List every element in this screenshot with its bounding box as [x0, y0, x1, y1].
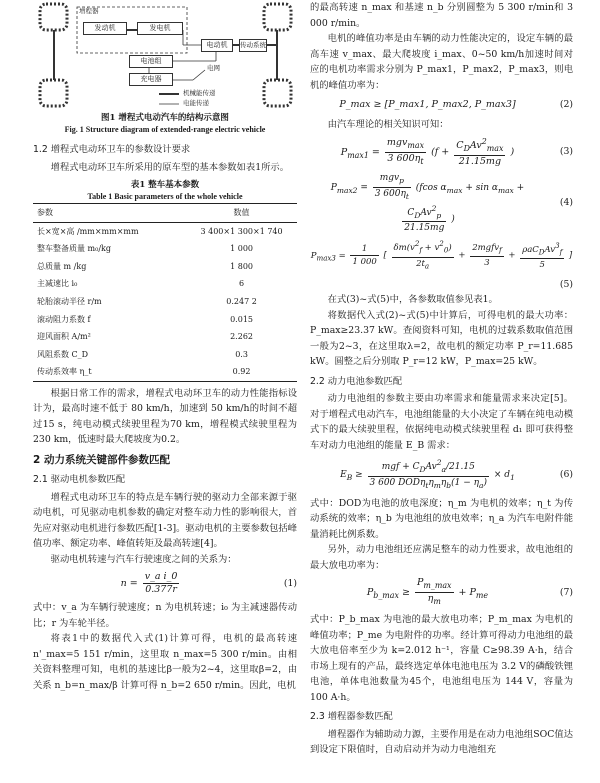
table-cell: 2.262 [230, 332, 253, 342]
legend-mech: 机械能传递 [183, 89, 216, 97]
table-cell: 总质量 m /kg [37, 261, 87, 271]
eq1-numerator: v_a i_0 [144, 571, 178, 583]
table-cell: 3 400×1 300×1 740 [200, 226, 283, 236]
table-row [33, 346, 297, 364]
battery-box: 电池组 [129, 55, 173, 68]
eq3-number: (3) [559, 146, 573, 158]
section-2-2-title: 2.2 动力电池参数匹配 [310, 375, 403, 387]
table-row [33, 240, 297, 258]
grid-label: 电网 [207, 64, 220, 72]
engine-box: 发动机 [83, 22, 127, 35]
charger-box: 充电器 [129, 73, 173, 86]
section-2-1-title: 2.1 驱动电机参数匹配 [33, 474, 126, 486]
section-2-1-para1: 增程式电动环卫车的特点是车辆行驶的驱动力全部来源于驱动电机，可见驱动电机参数的确定对整车动力性的影响很大，首先应对驱动电机进行参数匹配[1-3]。驱动电机的主要参数包括峰值功率、额定功率、峰值转矩及最高转速[4]。 [33, 491, 297, 550]
right-column [310, 0, 573, 758]
eq1-where: 式中：v_a 为车辆行驶速度；n 为电机转速；i₀ 为主减速器传动比；r 为车轮半径。 [33, 602, 297, 629]
table-row [33, 328, 297, 346]
section-2-3-para: 增程器作为辅助动力源，主要作用是在动力电池组SOC值达到设定下限值时，自动启动并为动力电池组充 [310, 728, 573, 756]
figure-caption-cn: 图1 增程式电动汽车的结构示意图 [101, 113, 229, 123]
table-row [33, 311, 297, 329]
equation-3: $P_{max1}$ = $\frac{mgv_{max}}{3 600\eta_t}$ (f + $\frac{C_DAv^2_{max}}{21.15mg}$ ) (3) [340, 136, 573, 168]
section-2-1-para2: 驱动电机转速与汽车行驶速度之间的关系为： [50, 553, 237, 565]
table-cell: 0.015 [230, 314, 253, 324]
equation-2 [310, 97, 573, 113]
table-caption-cn: 表1 整车基本参数 [130, 180, 200, 190]
table-cell: 整车整备质量 m₀/kg [37, 244, 111, 254]
table-row [33, 363, 297, 381]
table-row [33, 222, 297, 240]
motor-box: 电动机 [201, 39, 233, 52]
eq1-denominator: 0.377r [145, 584, 177, 596]
peak-power-para: 电机的峰值功率是由车辆的动力性能决定的，设定车辆的最高车速 v_max、最大爬坡度 i_max、0~50 km/h加速时间对应的电机功率需求分别为 P_max1，P_max2，P_max3，则电机的峰值功率为： [310, 33, 573, 91]
table-cell: 轮胎滚动半径 r/m [37, 296, 102, 306]
equation-6: $E_B$ ≥ $\frac{mgf + C_DAv^2_a/21.15}{3 600 DOD\eta_t\eta_m\eta_b(1 - \eta_a)}$ × $d_1$ (6) [340, 458, 573, 490]
transmission-box: 传动系统 [239, 39, 267, 52]
section-1-2-para: 增程式电动环卫车所采用的原车型的基本参数如表1所示。 [50, 161, 289, 173]
equation-1 [33, 571, 297, 596]
section-2-2-para1: 动力电池组的参数主要由功率需求和能量需求来决定[5]。对于增程式电动汽车，电池组能量的大小决定了车辆在纯电动模式下的最大续驶里程，依据纯电动模式续驶里程 d₁ 即可获得整车对动力电池组的能量 E_B 需求： [310, 393, 573, 451]
section-2-title: 2 动力系统关键部件参数匹配 [33, 453, 170, 466]
table-header-value: 数值 [233, 208, 250, 217]
table-cell: 主减速比 i₀ [37, 279, 78, 289]
table-row [33, 293, 297, 311]
figure-caption-en: Fig. 1 Structure diagram of extended-range electric vehicle [64, 125, 266, 134]
rex-label: 增程器 [79, 7, 99, 15]
table-cell: 0.3 [235, 349, 248, 359]
motor-speed-para: 的最高转速 n_max 和基速 n_b 分别圆整为 5 300 r/min和 3 000 r/min。 [310, 2, 573, 29]
eq4-number: (4) [559, 197, 573, 209]
theory-para: 由汽车理论的相关知识可知： [327, 118, 449, 130]
table-caption-en: Table 1 Basic parameters of the whole vehicle [87, 192, 243, 201]
section-2-1-para3: 将表1中的数据代入式(1)计算可得，电机的最高转速 n'_max=5 151 r/min，这里取 n_max=5 300 r/min。由相关资料整理可知，电机的基速比β一般为2~4，这里取β=2，由关系 n_b=n_max/β 计算可得 n_b=2 650 r/min。因此，电机 [33, 633, 297, 691]
table-cell: 迎风面积 A/m² [37, 332, 91, 342]
eq7-where: 式中：P_b_max 为电池的最大放电功率；P_m_max 为电机的峰值功率；P_me 为电附件的功率。经计算可得动力电池组的最大放电倍率至少为 k=2.012 h⁻¹，容量 C≥98.39 A·h，结合市场上现有的产品，最终选定单体电池电压为 3.2 V的磷酸铁锂电池，单体电池数量为45个，电池组电压为 144 V，容量为 100 A·h。 [310, 614, 573, 703]
equation-4: $P_{max2}$ = $\frac{mgv_p}{3 600\eta_t}$ (fcos $\alpha_{max} + \sin \alpha_{max}$ + $\frac{C_DAv^2_p}{21.15mg}$ ) (4) [330, 173, 573, 234]
table-cell: 0.92 [232, 367, 251, 377]
eq2-body: P_max ≥ [P_max1, P_max2, P_max3] [339, 99, 516, 110]
table-cell: 1 800 [230, 261, 253, 271]
equation-5: $P_{max3}$ = $\frac{1}{1 000}$ [ $\frac{\delta m(v^2_f + v^2_0)}{2t_a}$ + $\frac{2mgfv_f}{3}$ + $\frac{\rho aC_DAv^3_f}{5}$ ] [310, 239, 573, 271]
power-result-para: 将数据代入式(2)~式(5)中计算后，可得电机的最大功率：P_max≥23.37 kW。查阅资料可知，电机的过载系数取值范围一般为2~3，在这里取λ=2，故电机的额定功率 P_r=11.685 kW。圆整之后分别取 P_r=12 kW，P_max=25 kW。 [310, 309, 573, 368]
performance-para: 根据日常工作的需求，增程式电动环卫车的动力性能指标设计为，最高时速不低于 80 km/h，加速到 50 km/h的时间不超过15 s，纯电动模式续驶里程为70 km，增程模式续驶里程为230 km，低速时最大爬坡度为0.2。 [33, 387, 297, 446]
eq1-lhs: n = [120, 578, 138, 590]
eq6-where: 式中：DOD为电池的放电深度；η_m 为电机的效率；η_t 为传动系统的效率；η_b 为电池组的放电效率；η_a 为汽车电附件能量消耗比例系数。 [310, 497, 573, 540]
section-1-2-title: 1.2 增程式电动环卫车的参数设计要求 [33, 144, 191, 155]
eq5-number: (5) [559, 278, 573, 290]
table-header-param: 参数 [37, 208, 53, 217]
table-header-row [33, 204, 297, 223]
table-row [33, 275, 297, 293]
table-cell: 传动系效率 η_t [37, 367, 92, 377]
left-column [33, 0, 297, 693]
eq7-number: (7) [559, 586, 573, 598]
eq6-number: (6) [559, 468, 573, 480]
eq-where-para: 在式(3)~式(5)中，各参数取值参见表1。 [327, 294, 498, 306]
table-cell: 0.247 2 [226, 296, 257, 306]
equation-7: $P_{b\_max}$ ≥ $\frac{P_{m\_max}}{\eta_m}$ + $P_{me}$ (7) [366, 577, 573, 607]
table-cell: 滚动阻力系数 f [37, 314, 91, 324]
generator-box: 发电机 [137, 22, 183, 35]
table-cell: 长×宽×高 /mm×mm×mm [37, 226, 139, 236]
parameters-table [33, 203, 297, 382]
eq1-number: (1) [283, 578, 297, 590]
table-cell: 风阻系数 C_D [37, 349, 89, 359]
structure-diagram [33, 0, 297, 112]
table-row [33, 258, 297, 276]
section-2-3-title: 2.3 增程器参数匹配 [310, 711, 393, 723]
table-cell: 6 [239, 279, 245, 289]
table-cell: 1 000 [230, 244, 253, 254]
section-2-2-para2: 另外，动力电池组还应满足整车的动力性要求，故电池组的最大放电功率为： [310, 544, 573, 571]
eq2-number: (2) [559, 99, 573, 110]
legend-elec: 电能传递 [183, 99, 209, 107]
